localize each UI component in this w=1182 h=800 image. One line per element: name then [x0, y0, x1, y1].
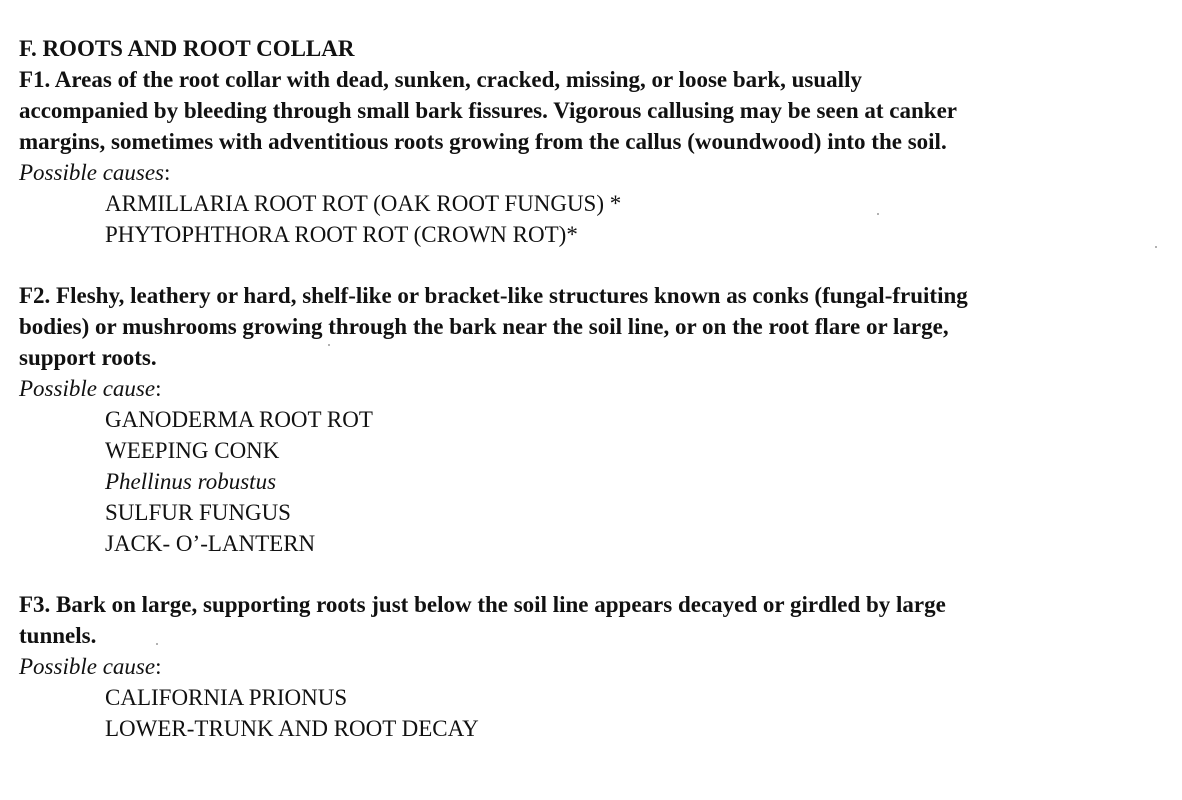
entry-f3: [19, 589, 1169, 744]
spacer: [19, 559, 1169, 589]
entry-description-line: tunnels.: [19, 623, 97, 648]
entry-f1: [19, 64, 1169, 250]
causes-label-text: Possible cause: [19, 654, 156, 679]
causes-label-colon: :: [164, 160, 171, 185]
entry-description-line: F3. Bark on large, supporting roots just below the soil line appears decayed or girdled by large: [19, 592, 946, 617]
cause-item: Phellinus robustus: [105, 469, 277, 494]
scan-speck: [1155, 246, 1157, 248]
cause-item: JACK- O’-LANTERN: [105, 531, 316, 556]
cause-item: SULFUR FUNGUS: [105, 500, 291, 525]
cause-item: CALIFORNIA PRIONUS: [105, 685, 348, 710]
causes-label-text: Possible cause: [19, 376, 156, 401]
causes-label: [19, 157, 1169, 188]
scan-speck: [328, 344, 330, 346]
causes-label-text: Possible causes: [19, 160, 165, 185]
cause-item: ARMILLARIA ROOT ROT (OAK ROOT FUNGUS) *: [105, 191, 622, 216]
cause-item: GANODERMA ROOT ROT: [105, 407, 373, 432]
entry-description-line: support roots.: [19, 345, 157, 370]
cause-item: LOWER-TRUNK AND ROOT DECAY: [105, 716, 479, 741]
entry-description-line: F2. Fleshy, leathery or hard, shelf-like or bracket-like structures known as conks (fungal-fruiting: [19, 283, 968, 308]
entry-f2: [19, 280, 1169, 559]
document-page: [19, 33, 1169, 744]
causes-label-colon: :: [155, 654, 162, 679]
scan-speck: [156, 643, 158, 645]
causes-label: [19, 651, 1169, 682]
entry-description-line: bodies) or mushrooms growing through the bark near the soil line, or on the root flare or large,: [19, 314, 949, 339]
entry-description-line: accompanied by bleeding through small bark fissures. Vigorous callusing may be seen at canker: [19, 98, 957, 123]
cause-item: PHYTOPHTHORA ROOT ROT (CROWN ROT)*: [105, 222, 578, 247]
scan-speck: [877, 213, 879, 215]
section-title: F. ROOTS AND ROOT COLLAR: [19, 36, 355, 61]
cause-item: WEEPING CONK: [105, 438, 280, 463]
causes-label: [19, 373, 1169, 404]
entry-description-line: F1. Areas of the root collar with dead, sunken, cracked, missing, or loose bark, usually: [19, 67, 862, 92]
spacer: [19, 250, 1169, 280]
causes-label-colon: :: [155, 376, 162, 401]
entry-description-line: margins, sometimes with adventitious roots growing from the callus (woundwood) into the soil.: [19, 129, 947, 154]
